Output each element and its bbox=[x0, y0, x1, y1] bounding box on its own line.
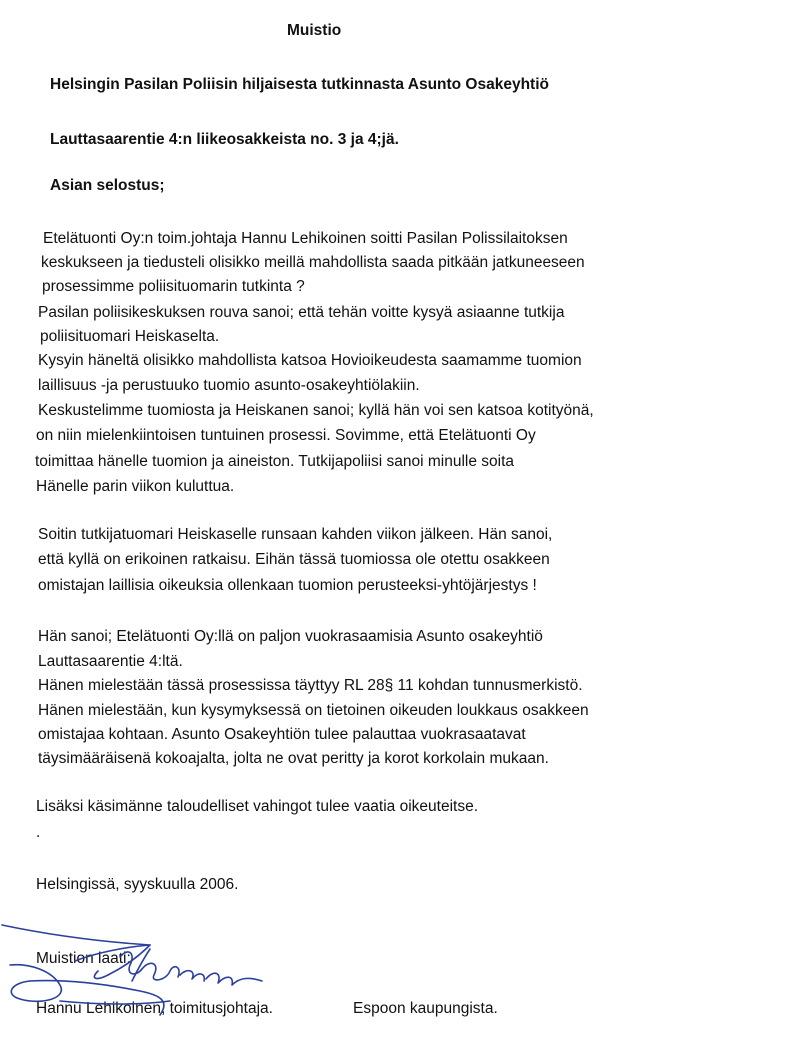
memo-heading-line-2: Lauttasaarentie 4:n liikeosakkeista no. 3 ja 4;jä. bbox=[50, 131, 399, 148]
text-line: Hänelle parin viikon kuluttua. bbox=[36, 478, 235, 495]
memo-title: Muistio bbox=[287, 22, 342, 39]
text-line: prosessimme poliisituomarin tutkinta ? bbox=[42, 278, 305, 295]
memo-heading-line-1: Helsingin Pasilan Poliisin hiljaisesta tutkinnasta Asunto Osakeyhtiö bbox=[50, 76, 549, 93]
text-line: toimittaa hänelle tuomion ja aineiston. Tutkijapoliisi sanoi minulle soita bbox=[35, 453, 515, 470]
text-line: täysimääräisenä kokoajalta, jolta ne ovat peritty ja korot korkolain mukaan. bbox=[38, 750, 549, 767]
stray-mark: . bbox=[36, 824, 41, 841]
text-line: että kyllä on erikoinen ratkaisu. Eihän tässä tuomiossa ole otettu osakkeen bbox=[38, 551, 550, 568]
text-line: Hän sanoi; Etelätuonti Oy:llä on paljon vuokrasaamisia Asunto osakeyhtiö bbox=[38, 628, 543, 645]
text-line: Etelätuonti Oy:n toim.johtaja Hannu Lehikoinen soitti Pasilan Polissilaitoksen bbox=[43, 230, 568, 247]
text-line: Pasilan poliisikeskuksen rouva sanoi; että tehän voitte kysyä asiaanne tutkija bbox=[38, 304, 565, 321]
text-line: omistajaa kohtaan. Asunto Osakeyhtiön tulee palauttaa vuokrasaatavat bbox=[38, 726, 526, 743]
text-line: poliisituomari Heiskaselta. bbox=[40, 328, 220, 345]
author-name: Hannu Lehikoinen, toimitusjohtaja. bbox=[36, 1000, 273, 1017]
text-line: keskukseen ja tiedusteli olisikko meillä mahdollista saada pitkään jatkuneeseen bbox=[41, 254, 585, 271]
text-line: Lauttasaarentie 4:ltä. bbox=[38, 653, 183, 670]
text-line: omistajan laillisia oikeuksia ollenkaan tuomion perusteeksi-yhtöjärjestys ! bbox=[38, 577, 537, 594]
author-label: Muistion laati: bbox=[36, 950, 131, 967]
text-line: Kysyin häneltä olisikko mahdollista katsoa Hovioikeudesta saamamme tuomion bbox=[38, 352, 582, 369]
text-line: laillisuus -ja perustuuko tuomio asunto-osakeyhtiölakiin. bbox=[38, 377, 420, 394]
paragraph-4: Lisäksi käsimänne taloudelliset vahingot tulee vaatia oikeuteitse. bbox=[36, 798, 479, 815]
text-line: Soitin tutkijatuomari Heiskaselle runsaan kahden viikon jälkeen. Hän sanoi, bbox=[38, 526, 553, 543]
text-line: Keskustelimme tuomiosta ja Heiskanen sanoi; kyllä hän voi sen katsoa kotityönä, bbox=[38, 402, 594, 419]
section-title: Asian selostus; bbox=[50, 177, 165, 194]
author-city: Espoon kaupungista. bbox=[353, 1000, 498, 1017]
text-line: on niin mielenkiintoisen tuntuinen prosessi. Sovimme, että Etelätuonti Oy bbox=[36, 427, 536, 444]
place-date: Helsingissä, syyskuulla 2006. bbox=[36, 876, 239, 893]
text-line: Hänen mielestään tässä prosessissa täyttyy RL 28§ 11 kohdan tunnusmerkistö. bbox=[38, 677, 583, 694]
text-line: Hänen mielestään, kun kysymyksessä on tietoinen oikeuden loukkaus osakkeen bbox=[38, 702, 589, 719]
